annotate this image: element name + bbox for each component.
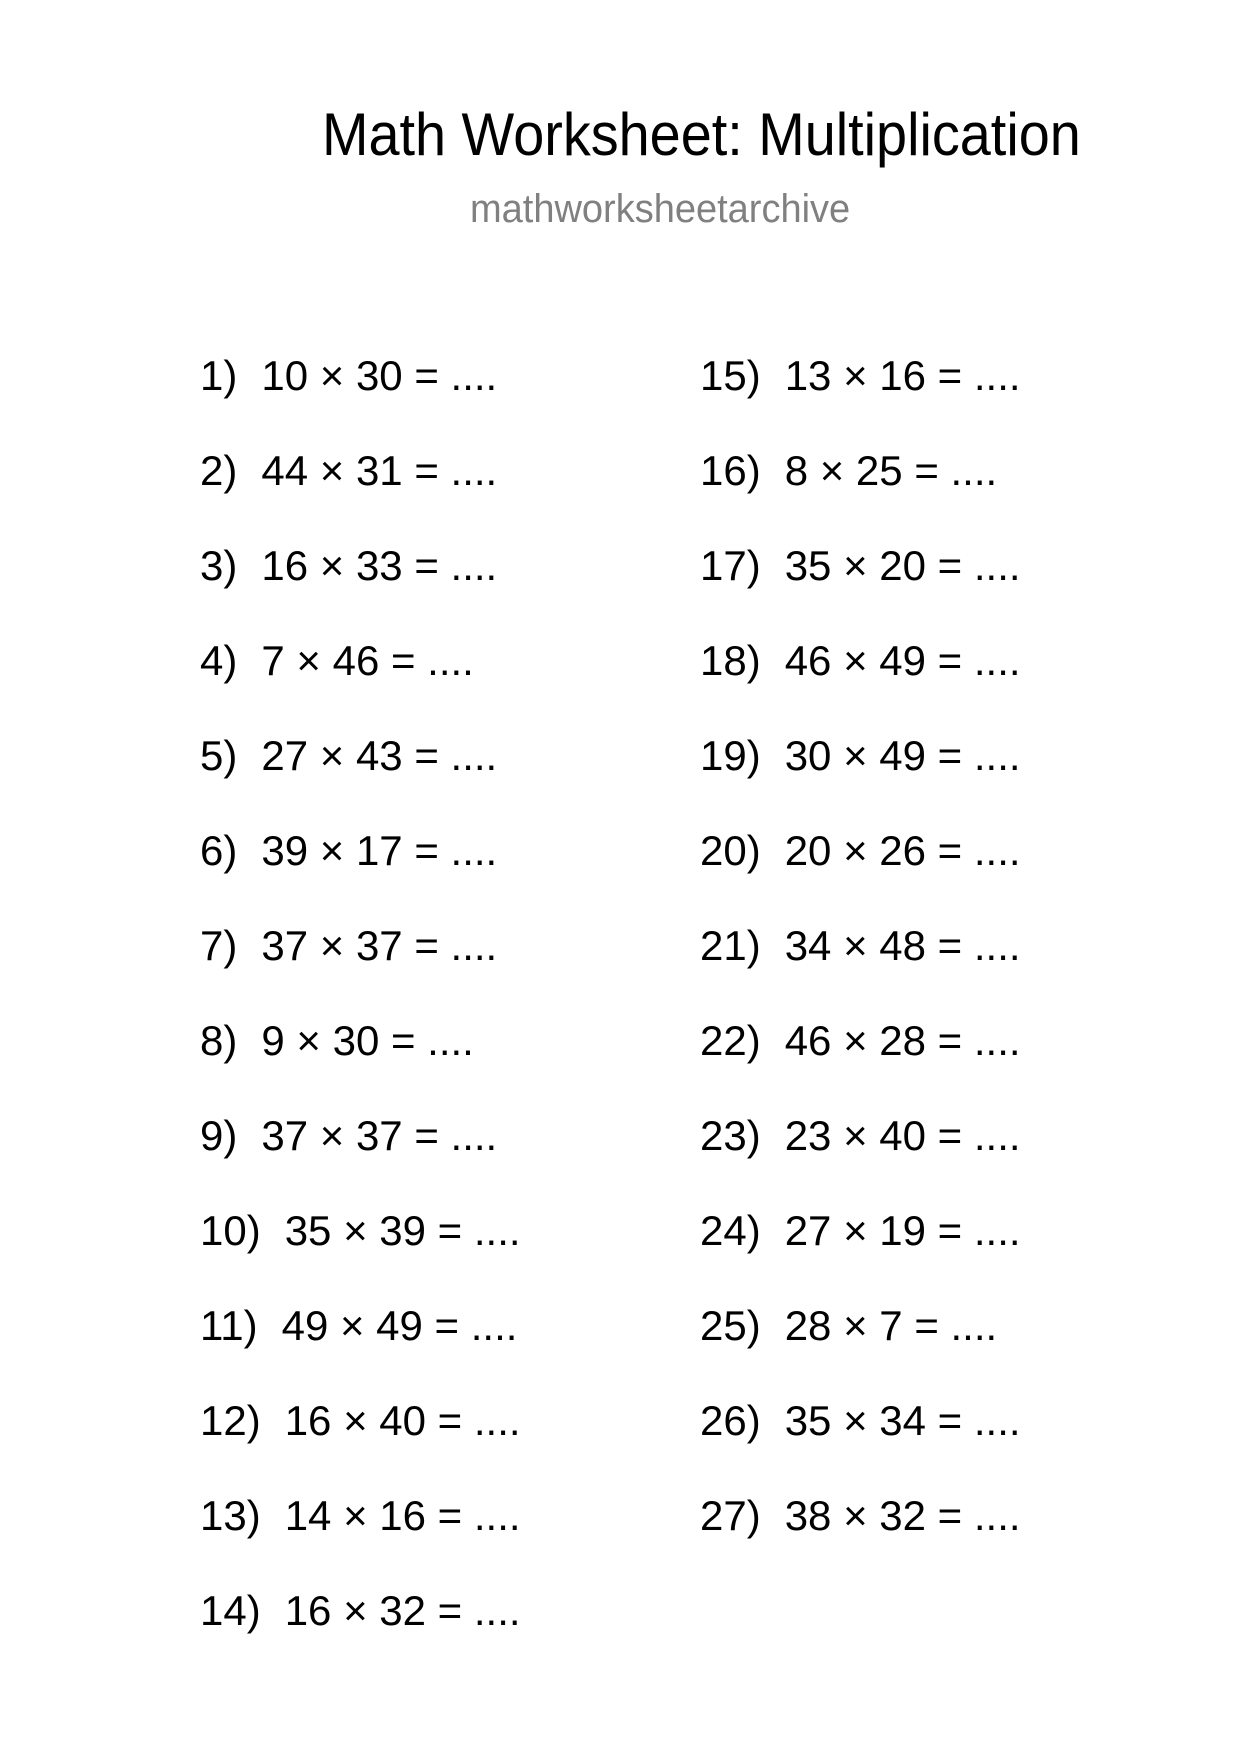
problem-number: 10) xyxy=(200,1207,261,1254)
problem-expression: 23 × 40 = .... xyxy=(784,1112,1021,1159)
problem-expression: 35 × 20 = .... xyxy=(784,542,1021,589)
problem-expression: 10 × 30 = .... xyxy=(261,352,498,399)
problem-item xyxy=(200,728,521,823)
problem-item xyxy=(700,1108,1021,1203)
problem-item xyxy=(200,1583,521,1678)
problem-expression: 34 × 48 = .... xyxy=(784,922,1021,969)
problem-number: 7) xyxy=(200,922,238,969)
problem-item xyxy=(700,1393,1021,1488)
problem-item xyxy=(700,348,1021,443)
problems-left-column xyxy=(200,348,521,1678)
problem-expression: 39 × 17 = .... xyxy=(261,827,498,874)
problem-item xyxy=(200,538,521,633)
problem-number: 4) xyxy=(200,637,238,684)
problem-item xyxy=(200,1298,521,1393)
problem-number: 6) xyxy=(200,827,238,874)
problems-right-column xyxy=(700,348,1021,1583)
problem-item xyxy=(200,348,521,443)
problem-item xyxy=(700,823,1021,918)
problem-item xyxy=(200,1013,521,1108)
problem-item xyxy=(200,633,521,728)
problem-item xyxy=(700,443,1021,538)
problem-item xyxy=(700,633,1021,728)
problem-number: 19) xyxy=(700,732,761,779)
problem-expression: 35 × 34 = .... xyxy=(784,1397,1021,1444)
problem-expression: 35 × 39 = .... xyxy=(284,1207,521,1254)
worksheet-title xyxy=(322,100,1134,170)
problem-item xyxy=(700,728,1021,823)
problem-expression: 37 × 37 = .... xyxy=(261,1112,498,1159)
problem-number: 24) xyxy=(700,1207,761,1254)
problem-expression: 44 × 31 = .... xyxy=(261,447,498,494)
problem-number: 20) xyxy=(700,827,761,874)
problem-item xyxy=(200,1488,521,1583)
problem-number: 1) xyxy=(200,352,238,399)
problem-expression: 38 × 32 = .... xyxy=(784,1492,1021,1539)
problem-expression: 7 × 46 = .... xyxy=(261,637,474,684)
problem-number: 8) xyxy=(200,1017,238,1064)
problem-expression: 37 × 37 = .... xyxy=(261,922,498,969)
problem-expression: 8 × 25 = .... xyxy=(784,447,998,494)
problem-number: 9) xyxy=(200,1112,238,1159)
problem-expression: 16 × 33 = .... xyxy=(261,542,498,589)
problem-expression: 27 × 43 = .... xyxy=(261,732,498,779)
problem-number: 18) xyxy=(700,637,761,684)
title-text: Math Worksheet: Multiplication xyxy=(322,101,1081,168)
problem-number: 27) xyxy=(700,1492,761,1539)
problem-item xyxy=(700,1488,1021,1583)
worksheet-subtitle xyxy=(470,185,870,233)
problem-number: 22) xyxy=(700,1017,761,1064)
problem-number: 14) xyxy=(200,1587,261,1634)
problem-item xyxy=(200,443,521,538)
problem-expression: 30 × 49 = .... xyxy=(784,732,1021,779)
problem-number: 21) xyxy=(700,922,761,969)
problem-number: 25) xyxy=(700,1302,761,1349)
problem-number: 13) xyxy=(200,1492,261,1539)
problem-item xyxy=(200,1203,521,1298)
problem-expression: 9 × 30 = .... xyxy=(261,1017,474,1064)
problem-number: 3) xyxy=(200,542,238,589)
problem-number: 15) xyxy=(700,352,761,399)
problem-expression: 20 × 26 = .... xyxy=(784,827,1021,874)
problem-number: 12) xyxy=(200,1397,261,1444)
problem-item xyxy=(700,918,1021,1013)
problem-number: 23) xyxy=(700,1112,761,1159)
problem-expression: 13 × 16 = .... xyxy=(784,352,1021,399)
problem-expression: 16 × 32 = .... xyxy=(284,1587,521,1634)
problem-item xyxy=(200,823,521,918)
problem-expression: 46 × 49 = .... xyxy=(784,637,1021,684)
problem-number: 17) xyxy=(700,542,761,589)
subtitle-text: mathworksheetarchive xyxy=(470,187,851,231)
problem-item xyxy=(700,1203,1021,1298)
problem-expression: 28 × 7 = .... xyxy=(784,1302,998,1349)
problem-number: 2) xyxy=(200,447,238,494)
problem-item xyxy=(200,1108,521,1203)
problem-item xyxy=(700,1298,1021,1393)
problem-expression: 46 × 28 = .... xyxy=(784,1017,1021,1064)
problem-number: 5) xyxy=(200,732,238,779)
problem-item xyxy=(200,918,521,1013)
problem-expression: 16 × 40 = .... xyxy=(284,1397,521,1444)
problem-item xyxy=(200,1393,521,1488)
problem-expression: 14 × 16 = .... xyxy=(284,1492,521,1539)
problem-expression: 49 × 49 = .... xyxy=(281,1302,518,1349)
problem-expression: 27 × 19 = .... xyxy=(784,1207,1021,1254)
problem-number: 16) xyxy=(700,447,761,494)
problem-number: 11) xyxy=(200,1302,258,1349)
problem-number: 26) xyxy=(700,1397,761,1444)
problem-item xyxy=(700,1013,1021,1108)
problem-item xyxy=(700,538,1021,633)
